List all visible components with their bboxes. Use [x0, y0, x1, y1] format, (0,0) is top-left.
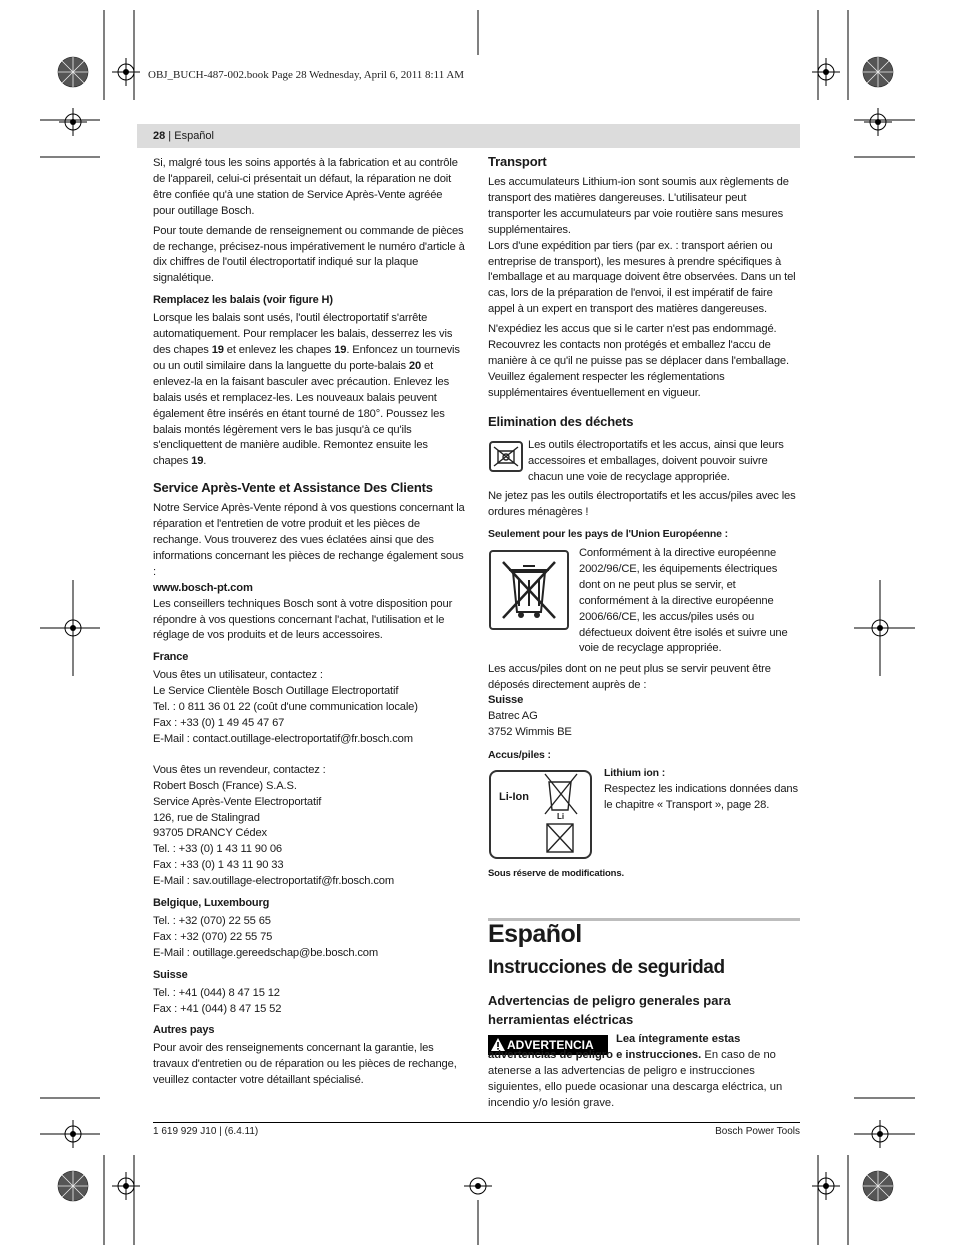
eu-title: Seulement pour les pays de l'Union Européenne :	[488, 528, 728, 540]
warning-label: ADVERTENCIA	[507, 1038, 594, 1052]
intro-paragraph-1: Si, malgré tous les soins apportés à la fabrication et au contrôle de l'appareil, celui-ci présentait un défaut, la réparation ne doit être confiée qu'à une station de Service Après-Vente agréée pour outillage Bosch.	[153, 157, 458, 217]
service-paragraph: Notre Service Après-Vente répond à vos questions concernant la réparation et l'entretien de votre produit et les pièces de rechange. Vous trouverez des vues éclatées ainsi que des informations concernant les pièces de rechange également sous :	[153, 502, 465, 578]
weee-bin-icon	[489, 550, 569, 630]
reserve-note: Sous réserve de modifications.	[488, 868, 624, 879]
warning-bold: Lea íntegramente estas advertencias de peligro e instrucciones.	[488, 1033, 741, 1061]
advertencias-title: Advertencias de peligro generales para herramientas eléctricas	[488, 993, 731, 1027]
lithium-title: Lithium ion :	[604, 767, 666, 779]
service-title: Service Après-Vente et Assistance Des Clients	[153, 480, 433, 496]
warning-rest: En caso de no atenerse a las advertencias de peligro e instrucciones siguientes, ello puede ocasionar una descarga eléctrica, un incendio y/o lesión grave.	[488, 1048, 783, 1109]
disposal-title: Elimination des déchets	[488, 414, 634, 429]
accus-title: Accus/piles :	[488, 749, 551, 761]
page-header	[153, 130, 214, 142]
header-separator: |	[165, 130, 175, 142]
page-number: 28	[153, 130, 166, 142]
li-label: Li	[557, 812, 565, 821]
transport-paragraph-2: Lors d'une expédition par tiers (par ex. : transport aérien ou entreprise de transport), les mesures à prendre spécifiques à l'emballage et au marquage doivent être observées. Dans un tel cas, lors de la préparation de l'envoi, il est impératif de faire appel à un expert en transport des matières dangereuses.	[488, 239, 796, 316]
li-ion-label: Li-Ion	[499, 791, 529, 803]
right-column	[488, 154, 800, 406]
brushes-title: Remplacez les balais (voir figure H)	[153, 294, 333, 307]
france-dealer-contact: Vous êtes un revendeur, contactez : Robert Bosch (France) S.A.S. Service Après-Vente Electroportatif 126, rue de Stalingrad 93705 DRANCY Cédex Tel. : +33 (0) 1 43 11 90 06 Fax : +33 (0) 1 43 11 90 33 E-Mail : sav.outillage-electroportatif@fr.bosch.com	[153, 763, 395, 888]
suisse-title: Suisse	[153, 968, 188, 981]
brushes-paragraph: Lorsque les balais sont usés, l'outil électroportatif s'arrête automatiquement. Pour remplacer les balais, desserrez les vis des chapes 19 et enlevez les chapes 19. Enfoncez un tournevis ou un outil similaire dans la languette du porte-balais 20 et enlevez-la en la faisant basculer avec précaution. Enlevez les balais usés et remplacez-les. Les nouveaux balais peuvent également être insérés en étant tourné de 180°. Poussez les balais montés légèrement vers le bas jusqu'à ce qu'ils s'encliquettent de manière audible. Remontez ensuite les chapes 19.	[153, 312, 460, 468]
espanol-title: Español	[488, 920, 582, 948]
accus-paragraph: Les accus/piles dont on ne peut plus se servir peuvent être déposés directement auprès de :	[488, 663, 771, 691]
lithium-paragraph: Respectez les indications données dans le chapitre « Transport », page 28.	[604, 782, 798, 811]
intro-paragraph-2: Pour toute demande de renseignement ou commande de pièces de rechange, précisez-nous impérativement le numéro d'article à dix chiffres de l'outil électroportatif indiqué sur la plaque signalétique.	[153, 224, 465, 285]
belgium-title: Belgique, Luxembourg	[153, 897, 270, 910]
disposal-p2: Ne jetez pas les outils électroportatifs et les accus/piles avec les ordures ménagères !	[488, 490, 796, 518]
recycling-icon	[489, 441, 523, 472]
disposal-section	[488, 414, 800, 435]
warning-paragraph	[488, 1032, 800, 1112]
transport-paragraph-3: N'expédiez les accus que si le carter n'est pas endommagé. Recouvrez les contacts non protégés et emballez l'accu de manière à ce qu'il ne puisse pas se déplacer dans l'emballage. Veuillez également respecter les réglementations supplémentaires éventuellement en vigueur.	[488, 323, 789, 399]
france-title: France	[153, 651, 189, 664]
footer-left: 1 619 929 J10 | (6.4.11)	[153, 1126, 259, 1137]
belgium-contact: Tel. : +32 (070) 22 55 65 Fax : +32 (070) 22 55 75 E-Mail : outillage.gereedschap@be.bosch.com	[153, 914, 379, 959]
footer-right: Bosch Power Tools	[715, 1126, 800, 1137]
france-user-contact: Vous êtes un utilisateur, contactez : Le Service Clientèle Bosch Outillage Electroportatif Tel. : 0 811 36 01 22 (coût d'une communication locale) Fax : +33 (0) 1 49 45 47 67 E-Mail : contact.outillage-electroportatif@fr.bosch.com	[153, 669, 418, 745]
instrucciones-title: Instrucciones de seguridad	[488, 957, 725, 978]
transport-paragraph-1: Les accumulateurs Lithium-ion sont soumis aux règlements de transport des matières dangereuses. L'utilisateur peut transporter les accumulateurs par voie routière sans mesures supplémentaires.	[488, 176, 789, 236]
header-language: Español	[174, 130, 214, 142]
disposal-p1: Les outils électroportatifs et les accus, ainsi que leurs accessoires et emballages, doivent pouvoir suivre chacun une voie de recyclage appropriée.	[528, 439, 784, 483]
suisse-contact: Tel. : +41 (044) 8 47 15 12 Fax : +41 (044) 8 47 15 52	[153, 986, 282, 1015]
page-header-bar	[137, 124, 800, 148]
left-column	[153, 156, 465, 1093]
eu-paragraph: Conformément à la directive européenne 2002/96/CE, les équipements électriques dont on ne peut plus se servir, et conformément à la directive européenne 2006/66/CE, les accus/piles usés ou défectueux doivent être isolés et suivre une voie de recyclage appropriée.	[579, 547, 788, 655]
suisse-disposal: Suisse Batrec AG 3752 Wimmis BE	[488, 694, 572, 738]
service-paragraph-2: Les conseillers techniques Bosch sont à votre disposition pour répondre à vos questions concernant l'achat, l'utilisation et le réglage de vos produits et de leurs accessoires.	[153, 597, 453, 642]
print-header: OBJ_BUCH-487-002.book Page 28 Wednesday, April 6, 2011 8:11 AM	[148, 69, 465, 81]
li-ion-battery-icon	[489, 770, 592, 859]
autres-paragraph: Pour avoir des renseignements concernant la garantie, les travaux d'entretien ou de réparation ou les pièces de rechange, veuillez contacter votre détaillant spécialisé.	[153, 1042, 457, 1087]
service-url[interactable]: www.bosch-pt.com	[153, 581, 253, 594]
lithium-section	[604, 766, 800, 814]
transport-title: Transport	[488, 154, 547, 169]
footer-rule	[153, 1122, 800, 1123]
autres-title: Autres pays	[153, 1024, 215, 1037]
